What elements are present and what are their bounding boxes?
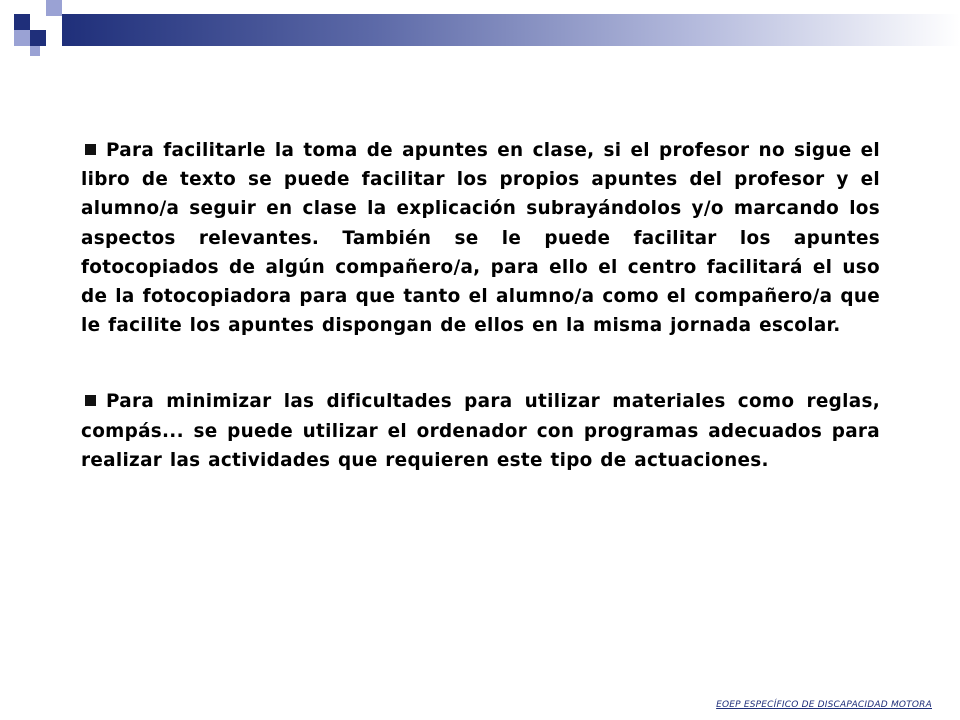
square-bullet-icon [85, 395, 96, 406]
corner-square-bottom-middle [30, 30, 46, 46]
paragraph-1-text: Para facilitarle la toma de apuntes en clase, si el profesor no sigue el libro de texto se puede facilitar los propios apuntes del profesor y el alumno/a seguir en clase la explicación subrayándolos y/o marcando los aspectos relevantes. También se le puede facilitar los apuntes fotocopiados de algún compañero/a, para ello el centro facilitará el uso de la fotocopiadora para que tanto el alumno/a como el compañero/a que le facilite los apuntes dispongan de ellos en la misma jornada escolar. [81, 140, 880, 337]
corner-square-bottom-left [14, 30, 30, 46]
footer-label: EOEP ESPECÍFICO DE DISCAPACIDAD MOTORA [716, 700, 932, 710]
slide-body [81, 136, 880, 475]
header-gradient-bar [62, 14, 960, 46]
paragraph-2-text: Para minimizar las dificultades para utilizar materiales como reglas, compás... se puede utilizar el ordenador con programas adecuados para realizar las actividades que requieren este tipo de actuaciones. [81, 391, 880, 471]
corner-square-small [30, 46, 40, 56]
bullet-paragraph-1 [81, 136, 880, 340]
corner-square-top-left [14, 14, 30, 30]
bullet-paragraph-2 [81, 387, 880, 475]
corner-square-top-middle [46, 0, 62, 16]
square-bullet-icon [85, 144, 96, 155]
